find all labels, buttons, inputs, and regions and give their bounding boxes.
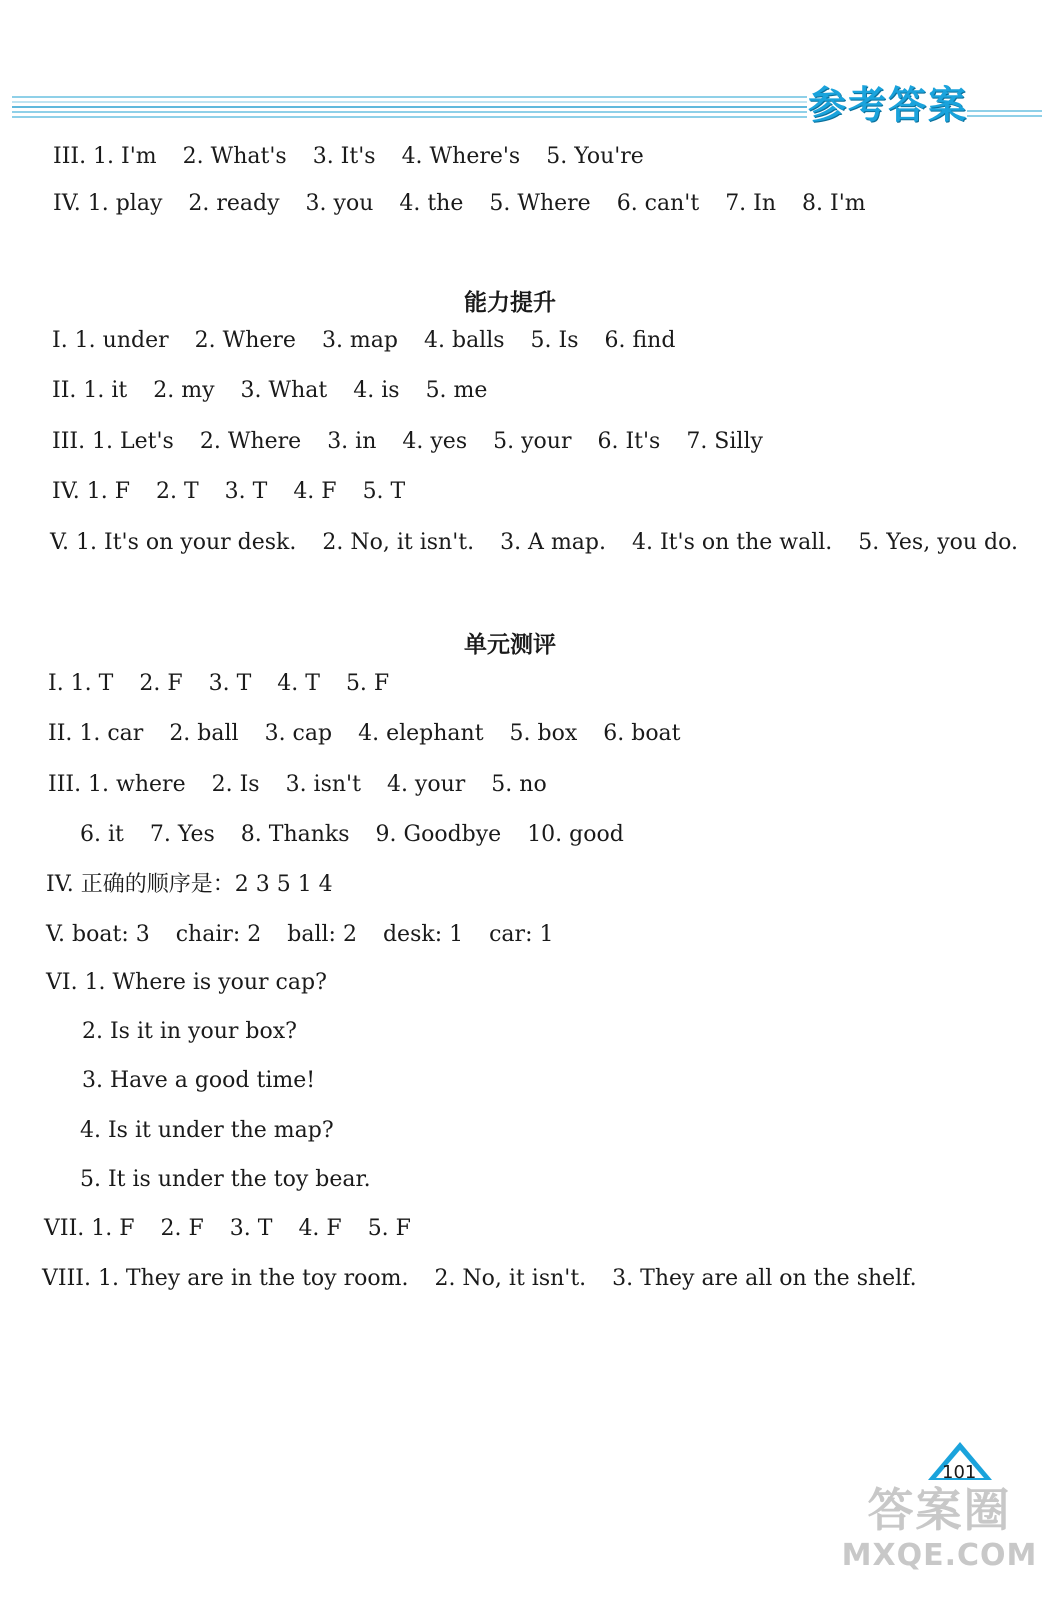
answer-row (50, 529, 1018, 557)
answer-item: 9. Goodbye (375, 822, 502, 847)
answer-row (80, 1166, 371, 1194)
answer-item: 3. you (305, 191, 374, 216)
section-title-test: 单元测评 (464, 632, 556, 658)
answer-item: VIII. 1. They are in the toy room. (42, 1266, 409, 1291)
answer-row (82, 1018, 297, 1046)
answer-item: 6. boat (603, 721, 681, 746)
answer-item: 5. Is (530, 328, 579, 353)
answer-row (46, 969, 327, 997)
answer-item: 10. good (527, 822, 624, 847)
section-title-ability: 能力提升 (464, 290, 556, 316)
answer-item: 7. Silly (686, 429, 763, 454)
answer-item: 5. your (493, 429, 572, 454)
answer-item: 5. It is under the toy bear. (80, 1167, 371, 1192)
answer-item: 3. map (321, 328, 398, 353)
answer-item: 2. Where (199, 429, 302, 454)
answer-row (52, 327, 675, 355)
answer-item: 4. It's on the wall. (632, 530, 833, 555)
answer-item: 6. It's (597, 429, 661, 454)
answer-item: car: 1 (489, 922, 554, 947)
answer-item: 4. Is it under the map? (80, 1118, 334, 1143)
answer-item: 3. T (229, 1216, 273, 1241)
answer-item: 2. ball (169, 721, 239, 746)
answer-item: 4. elephant (358, 721, 484, 746)
answer-item: chair: 2 (175, 922, 262, 947)
answer-row (46, 871, 333, 899)
answer-item: II. 1. car (48, 721, 144, 746)
answer-item: 5. Yes, you do. (858, 530, 1018, 555)
answer-item: 3. A map. (500, 530, 606, 555)
answer-item: 5. You're (546, 144, 644, 169)
answer-item: 4. is (353, 378, 400, 403)
answer-row (82, 1067, 315, 1095)
answer-item: 3. What (240, 378, 328, 403)
answer-item: 2. Where (194, 328, 296, 353)
answer-item: 3. T (208, 671, 252, 696)
answer-item: 5. F (345, 671, 390, 696)
answer-row (44, 1215, 411, 1243)
answer-item: ball: 2 (287, 922, 357, 947)
answer-row (46, 921, 553, 949)
answer-item: 3. Have a good time! (82, 1068, 316, 1093)
answer-item: 3. It's (312, 144, 376, 169)
answer-item: V. boat: 3 (46, 922, 150, 947)
answer-item: 3. T (224, 479, 268, 504)
answer-item: 3. isn't (285, 772, 361, 797)
answer-row (52, 478, 405, 506)
answer-item: 6. can't (616, 191, 700, 216)
answer-item: 6. it (80, 822, 124, 847)
answer-item: 2. Is it in your box? (82, 1019, 297, 1044)
answer-item: VII. 1. F (44, 1216, 135, 1241)
answer-item: 2. F (139, 671, 183, 696)
answer-item: 3. They are all on the shelf. (612, 1266, 917, 1291)
answer-row (52, 428, 763, 456)
answer-item: IV. 正确的顺序是：2 3 5 1 4 (46, 872, 333, 897)
answer-item: 8. Thanks (240, 822, 350, 847)
page-number: 101 (942, 1462, 977, 1483)
answer-item: I. 1. T (48, 671, 114, 696)
answer-item: 3. cap (264, 721, 333, 746)
answer-row (42, 1265, 917, 1293)
answer-item: 5. no (491, 772, 547, 797)
answer-item: 4. F (298, 1216, 342, 1241)
answer-item: 2. No, it isn't. (434, 1266, 587, 1291)
answer-item: desk: 1 (382, 922, 464, 947)
answer-item: III. 1. where (48, 772, 186, 797)
answer-row (48, 670, 389, 698)
answer-item: 5. box (509, 721, 578, 746)
answer-item: 4. F (293, 479, 337, 504)
answer-row (52, 377, 487, 405)
answer-item: 2. ready (188, 191, 280, 216)
answer-item: 2. No, it isn't. (322, 530, 475, 555)
answer-item: 5. Where (489, 191, 591, 216)
answer-item: 7. In (725, 191, 777, 216)
watermark-top: 答案圈 (867, 1483, 1012, 1537)
answer-item: 4. T (277, 671, 320, 696)
answer-row (80, 1117, 334, 1145)
answer-row (53, 143, 644, 171)
answer-item: 2. What's (182, 144, 287, 169)
answer-item: 5. me (425, 378, 488, 403)
answer-item: 6. find (604, 328, 676, 353)
answer-item: III. 1. Let's (52, 429, 174, 454)
answer-item: 4. yes (402, 429, 468, 454)
answer-item: 2. Is (211, 772, 260, 797)
watermark-bottom: MXQE.COM (841, 1538, 1038, 1573)
answer-row (48, 771, 547, 799)
answer-item: 5. F (367, 1216, 411, 1241)
answer-item: 5. T (362, 479, 406, 504)
answer-row (80, 821, 624, 849)
answer-item: 4. the (399, 191, 464, 216)
answer-item: 2. T (155, 479, 199, 504)
answer-row (53, 190, 866, 218)
answer-item: V. 1. It's on your desk. (50, 530, 297, 555)
answer-item: VI. 1. Where is your cap? (46, 970, 327, 995)
answer-row (48, 720, 681, 748)
page-header-title: 参考答案 (808, 83, 969, 127)
answer-item: 4. your (386, 772, 466, 797)
answer-item: II. 1. it (52, 378, 128, 403)
watermark (832, 1482, 1047, 1592)
answer-item: 8. I'm (802, 191, 866, 216)
answer-item: 7. Yes (149, 822, 215, 847)
answer-item: 3. in (327, 429, 377, 454)
answer-item: 2. F (160, 1216, 204, 1241)
answer-item: 4. Where's (401, 144, 521, 169)
answer-item: III. 1. I'm (53, 144, 157, 169)
answer-item: IV. 1. play (53, 191, 163, 216)
answer-item: 2. my (153, 378, 215, 403)
answer-item: 4. balls (424, 328, 505, 353)
answer-item: IV. 1. F (52, 479, 130, 504)
answer-item: I. 1. under (52, 328, 169, 353)
